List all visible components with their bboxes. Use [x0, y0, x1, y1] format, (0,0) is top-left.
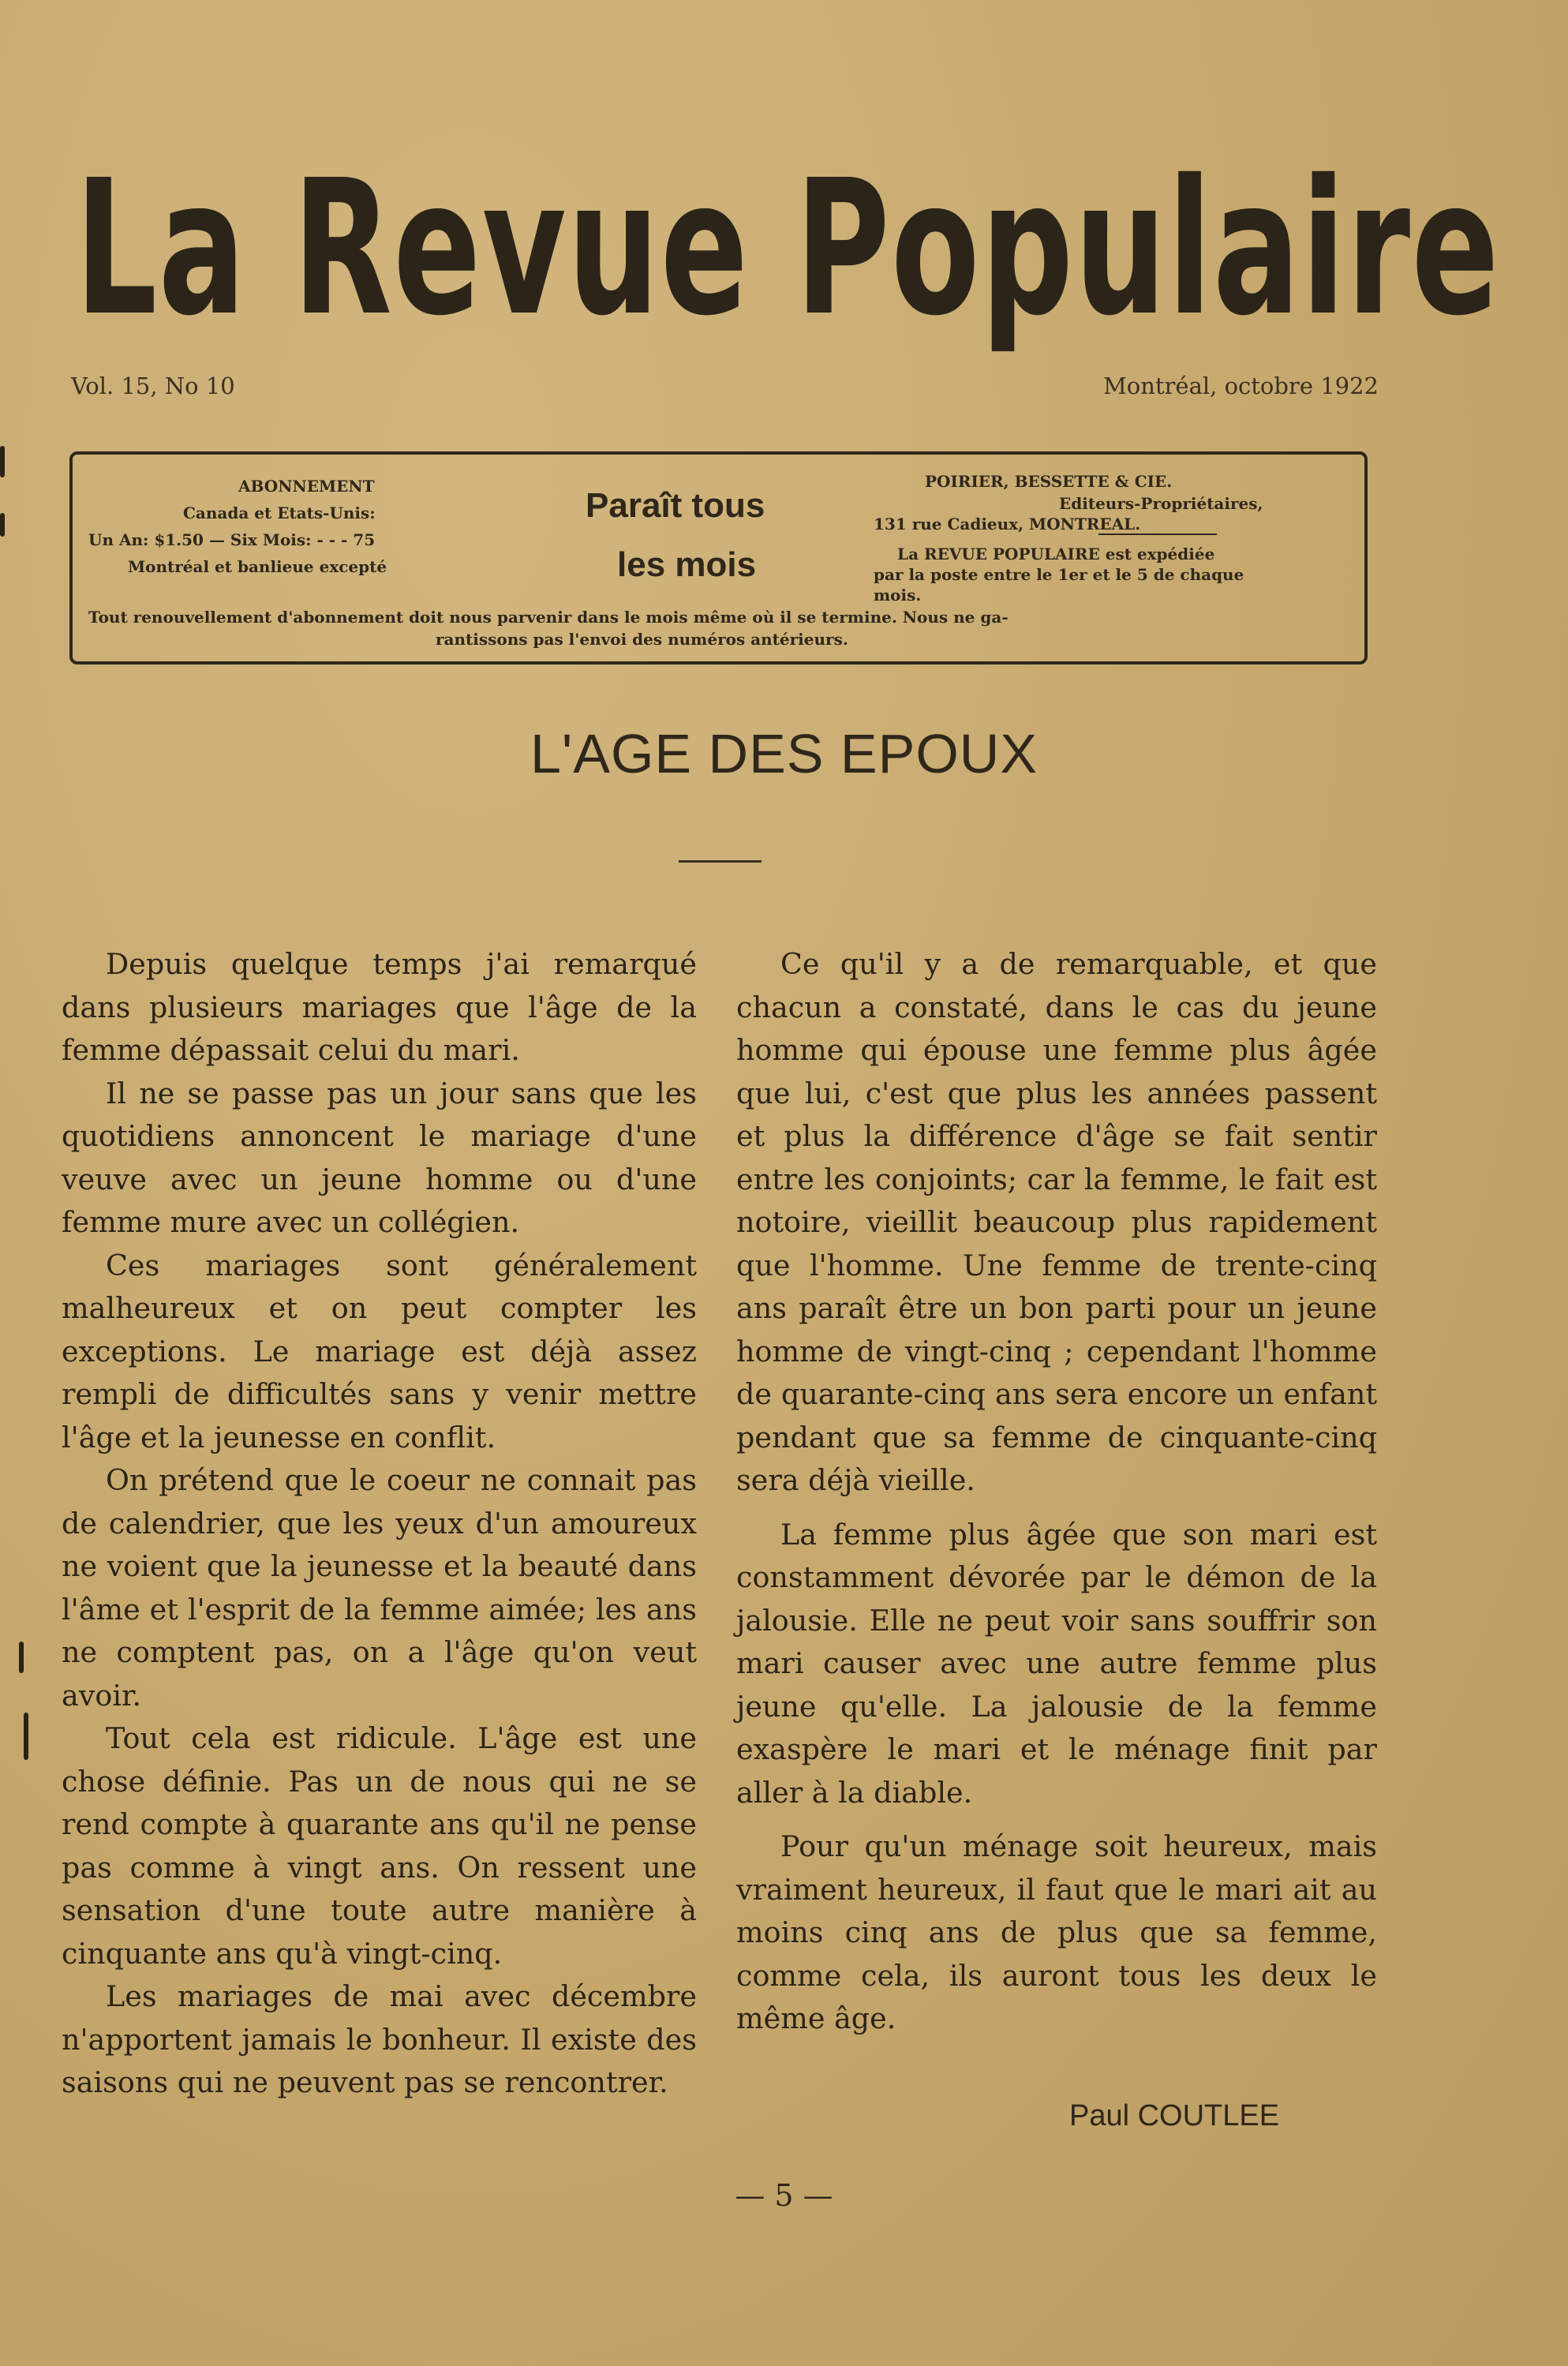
paragraph: On prétend que le coeur ne connait pas de calendrier, que les yeux d'un amoureux ne voient que la jeunesse et la beauté dans l'âme et l'esprit de la femme aimée; les ans ne comptent pas, on a l'âge qu'on veut avoir. — [62, 1463, 697, 1713]
article-title: L'AGE DES EPOUX — [530, 723, 1038, 784]
paragraph: Tout cela est ridicule. L'âge est une chose définie. Pas un de nous qui ne se rend compte à quarante ans qu'il ne pense pas comme à vingt ans. On ressent une sensation d'une toute autre manière à cinquante ans qu'à vingt-cinq. — [62, 1721, 697, 1971]
mailing-notice-3: mois. — [874, 586, 922, 605]
binding-mark — [24, 1713, 28, 1760]
subscription-box — [69, 451, 1368, 665]
page-number: — 5 — — [735, 2178, 833, 2213]
paragraph: Les mariages de mai avec décembre n'apportent jamais le bonheur. Il existe des saisons qui ne peuvent pas se rencontrer. — [62, 1979, 697, 2099]
subscription-heading: ABONNEMENT — [238, 477, 375, 496]
publisher-role: Editeurs-Propriétaires, — [1059, 494, 1263, 513]
binding-mark — [0, 513, 5, 537]
renewal-notice-1: Tout renouvellement d'abonnement doit nous parvenir dans le mois même où il se termine. Nous ne ga- — [88, 608, 1009, 627]
article-column-right — [736, 943, 1377, 2041]
volume-number: Vol. 15, No 10 — [71, 372, 235, 399]
mailing-notice-1: La REVUE POPULAIRE est expédiée — [897, 545, 1215, 563]
mailing-notice-2: par la poste entre le 1er et le 5 de chaque — [874, 565, 1244, 584]
masthead-title: La Revue Populaire — [75, 140, 1501, 357]
renewal-notice-2: rantissons pas l'envoi des numéros antérieurs. — [436, 630, 848, 649]
subscription-exception: Montréal et banlieue excepté — [128, 557, 387, 576]
paragraph: Ce qu'il y a de remarquable, et que chacun a constaté, dans le cas du jeune homme qui épouse une femme plus âgée que lui, c'est que plus les années passent et plus la différence d'âge se fait sentir entre les conjoints; car la femme, le fait est notoire, vieillit beaucoup plus rapidement que l'homme. Une femme de trente-cinq ans paraît être un bon parti pour un jeune homme de vingt-cinq ; cependant l'homme de quarante-cinq ans sera encore un enfant pendant que sa femme de cinquante-cinq sera déjà vieille. — [736, 947, 1377, 1497]
subscription-prices: Un An: $1.50 — Six Mois: - - - 75 — [88, 530, 376, 549]
publisher-name: POIRIER, BESSETTE & CIE. — [925, 472, 1173, 491]
paragraph: Depuis quelque temps j'ai remarqué dans plusieurs mariages que l'âge de la femme dépassait celui du mari. — [62, 947, 697, 1067]
publisher-address: 131 rue Cadieux, MONTREAL. — [874, 515, 1141, 533]
subscription-region: Canada et Etats-Unis: — [183, 504, 376, 522]
frequency-line-1: Paraît tous — [586, 486, 765, 525]
binding-mark — [0, 446, 5, 477]
paragraph: La femme plus âgée que son mari est constamment dévorée par le démon de la jalousie. Elle ne peut voir sans souffrir son mari causer avec une autre femme plus jeune qu'elle. La jalousie de la femme exaspère le mari et le ménage finit par aller à la diable. — [736, 1517, 1377, 1810]
paragraph: Il ne se passe pas un jour sans que les quotidiens annoncent le mariage d'une veuve avec un jeune homme ou d'une femme mure avec un collégien. — [62, 1076, 697, 1239]
paragraph: Pour qu'un ménage soit heureux, mais vraiment heureux, il faut que le mari ait au moins cinq ans de plus que sa femme, comme cela, ils auront tous les deux le même âge. — [736, 1829, 1377, 2035]
frequency-line-2: les mois — [617, 545, 757, 584]
title-divider — [679, 860, 762, 863]
binding-mark — [19, 1642, 24, 1673]
publisher-divider — [1098, 533, 1217, 535]
article-column-left — [62, 943, 697, 2105]
paragraph: Ces mariages sont généralement malheureux et on peut compter les exceptions. Le mariage est déjà assez rempli de difficultés sans y venir mettre l'âge et la jeunesse en conflit. — [62, 1248, 697, 1454]
issue-date: Montréal, octobre 1922 — [1103, 372, 1379, 399]
author-signature: Paul COUTLEE — [1069, 2099, 1280, 2132]
